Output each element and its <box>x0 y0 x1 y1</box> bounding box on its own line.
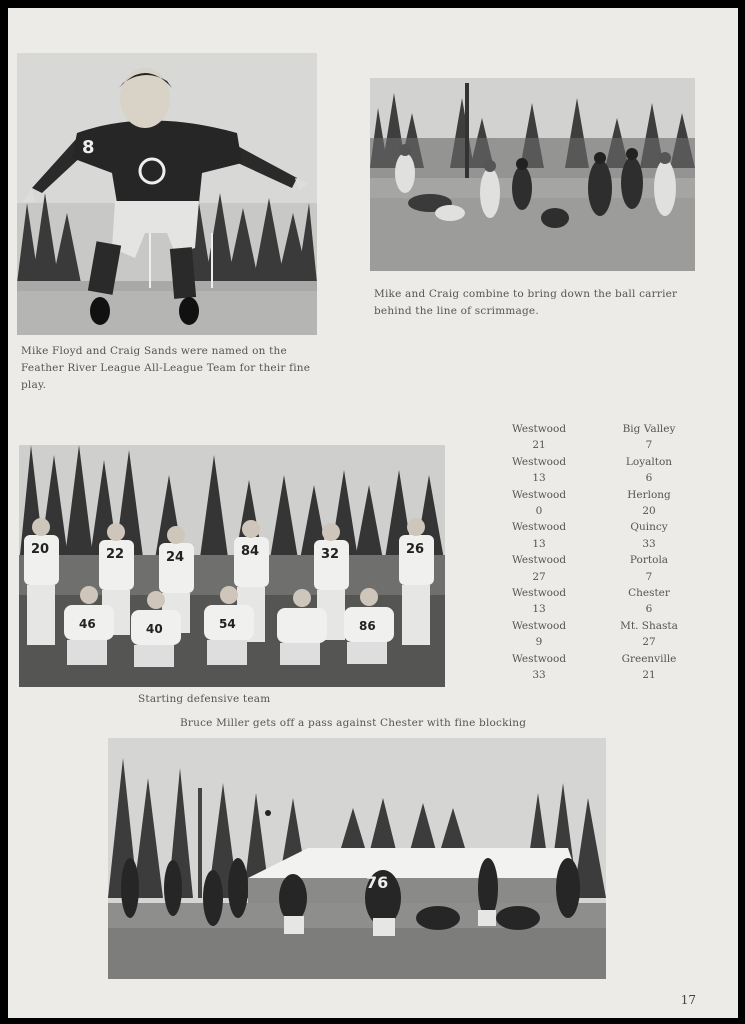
score-row <box>484 519 704 552</box>
opponent-score: 21 <box>642 668 656 681</box>
season-scores <box>484 421 704 683</box>
score-row <box>484 552 704 585</box>
home-team-score: 0 <box>535 505 543 517</box>
yearbook-page <box>8 8 738 1018</box>
home-team-score: 21 <box>532 439 546 452</box>
opponent-score: 27 <box>642 636 656 649</box>
home-team-name: Westwood <box>511 619 567 632</box>
photo-jumping-player <box>17 53 317 335</box>
score-row <box>484 585 704 618</box>
caption-photo2: Mike and Craig combine to bring down the ball carrier behind the line of scrimmage. <box>374 288 678 317</box>
home-team-cell <box>484 519 594 552</box>
home-team-score: 13 <box>532 537 546 550</box>
caption-photo4: Bruce Miller gets off a pass against Chester with fine blocking <box>180 717 527 729</box>
score-row <box>484 421 704 454</box>
opponent-name: Loyalton <box>625 455 673 468</box>
home-team-name: Westwood <box>511 521 567 534</box>
home-team-score: 9 <box>535 636 543 649</box>
opponent-cell <box>594 552 704 585</box>
jersey-24: 24 <box>166 550 185 565</box>
jersey-54: 54 <box>219 617 236 631</box>
home-team-name: Westwood <box>511 488 567 501</box>
opponent-name: Mt. Shasta <box>620 619 678 632</box>
photo-tackle <box>370 78 695 271</box>
jersey-84: 84 <box>241 544 260 559</box>
home-team-score: 27 <box>532 570 546 583</box>
photo-pass-play <box>108 738 606 979</box>
home-team-score: 13 <box>532 603 546 616</box>
score-row <box>484 454 704 487</box>
jersey-32: 32 <box>321 547 340 562</box>
opponent-score: 7 <box>645 570 653 583</box>
opponent-name: Herlong <box>627 488 671 501</box>
jersey-26: 26 <box>406 542 425 557</box>
score-row <box>484 618 704 651</box>
opponent-cell <box>594 421 704 454</box>
opponent-cell <box>594 487 704 520</box>
jersey-40: 40 <box>146 622 163 636</box>
home-team-name: Westwood <box>511 586 567 599</box>
opponent-score: 6 <box>645 472 653 485</box>
home-team-cell <box>484 618 594 651</box>
home-team-cell <box>484 454 594 487</box>
jersey-86: 86 <box>359 619 376 633</box>
opponent-cell <box>594 519 704 552</box>
opponent-name: Portola <box>629 554 669 567</box>
opponent-score: 20 <box>642 505 656 517</box>
home-team-score: 33 <box>532 668 546 681</box>
home-team-name: Westwood <box>511 455 567 468</box>
jersey-46: 46 <box>79 617 96 631</box>
home-team-cell <box>484 487 594 520</box>
home-team-cell <box>484 585 594 618</box>
opponent-name: Big Valley <box>622 423 676 435</box>
home-team-name: Westwood <box>511 554 567 567</box>
opponent-score: 33 <box>642 537 656 550</box>
page-number: 17 <box>680 993 696 1007</box>
home-team-cell <box>484 552 594 585</box>
opponent-name: Quincy <box>630 521 668 534</box>
opponent-score: 6 <box>645 603 653 616</box>
opponent-cell <box>594 651 704 684</box>
opponent-name: Chester <box>628 586 670 599</box>
opponent-cell <box>594 618 704 651</box>
jersey-22: 22 <box>106 547 125 562</box>
caption-photo1: Mike Floyd and Craig Sands were named on the Feather River League All-League Team for their fine play. <box>21 345 311 391</box>
caption-photo3: Starting defensive team <box>138 693 271 705</box>
home-team-cell <box>484 651 594 684</box>
opponent-score: 7 <box>645 439 653 452</box>
home-team-score: 13 <box>532 472 546 485</box>
score-row <box>484 487 704 520</box>
photo-defensive-team <box>19 445 445 687</box>
score-row <box>484 651 704 684</box>
opponent-cell <box>594 454 704 487</box>
jersey-number-photo4: 76 <box>366 873 389 892</box>
home-team-cell <box>484 421 594 454</box>
jersey-20: 20 <box>31 542 50 557</box>
jersey-number-photo1: 8 <box>82 137 95 158</box>
home-team-name: Westwood <box>511 423 567 435</box>
opponent-cell <box>594 585 704 618</box>
home-team-name: Westwood <box>511 652 567 665</box>
opponent-name: Greenville <box>621 652 677 665</box>
